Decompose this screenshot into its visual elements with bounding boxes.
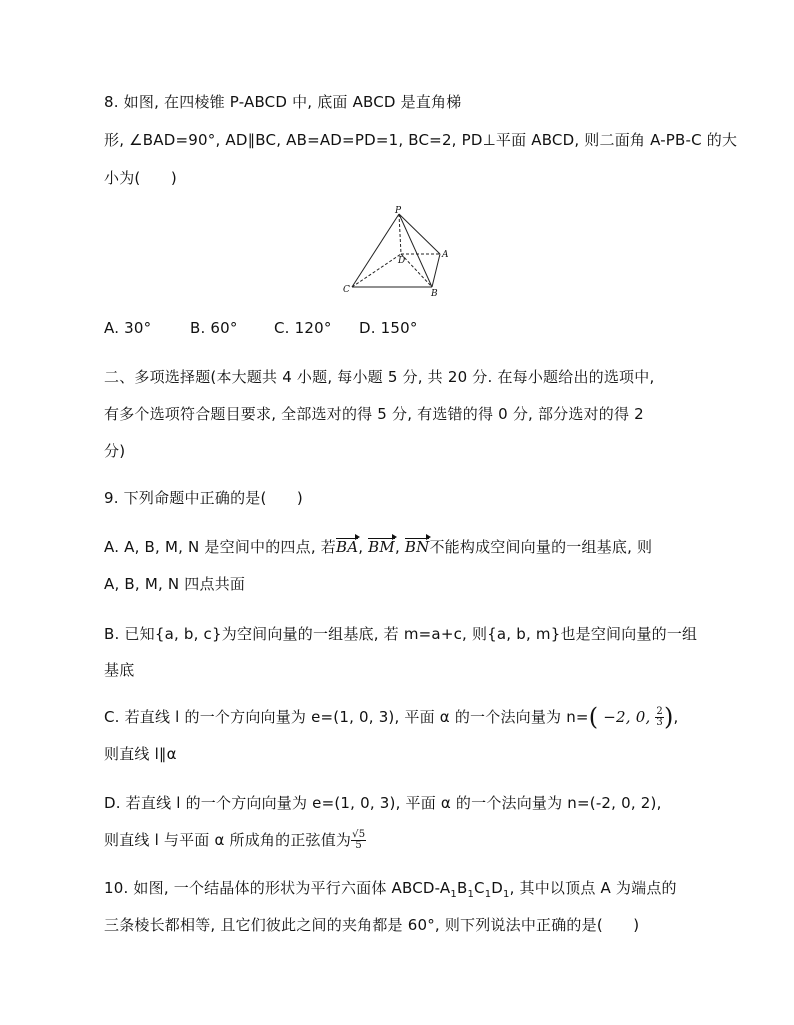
vector-BM: BM <box>368 538 395 556</box>
fraction-two-thirds: $\frac{2}{3}$ <box>656 706 663 728</box>
edge-PD <box>399 214 401 254</box>
pyramid-figure <box>340 205 460 297</box>
q9-c-pre: C. 若直线 l 的一个方向向量为 e=(1, 0, 3), 平面 α 的一个法向量为 n= <box>104 708 589 726</box>
q9-c-vector: −2, 0, <box>603 708 651 726</box>
q8-stem-line2: 形, ∠BAD=90°, AD∥BC, AB=AD=PD=1, BC=2, PD⊥平面 ABCD, 则二面角 A-PB-C 的大 <box>104 131 738 149</box>
label-P: P <box>395 206 402 216</box>
fraction-sqrt5-over-5: $\frac{√5}{5}$ <box>352 829 366 851</box>
label-C: C <box>343 285 350 295</box>
q9-a-pre: A. A, B, M, N 是空间中的四点, 若 <box>104 538 336 556</box>
section2-line2: 有多个选项符合题目要求, 全部选对的得 5 分, 有选错的得 0 分, 部分选对的得 2 <box>104 405 644 423</box>
edge-PB <box>399 214 432 287</box>
q9-option-c-line2: 则直线 l∥α <box>104 745 177 763</box>
section2-line3: 分) <box>104 442 126 460</box>
q9-a-post: 不能构成空间向量的一组基底, 则 <box>429 538 653 556</box>
q8-option-a: A. 30° <box>104 319 152 337</box>
edge-DB <box>401 254 432 287</box>
q9-stem: 9. 下列命题中正确的是( ) <box>104 489 303 507</box>
edge-PC <box>352 214 399 287</box>
q9-option-a-line2: A, B, M, N 四点共面 <box>104 575 246 593</box>
q9-d-pre: 则直线 l 与平面 α 所成角的正弦值为 <box>104 831 352 849</box>
q9-option-b-line2: 基底 <box>104 661 135 679</box>
vector-BN: BN <box>404 538 430 556</box>
q10-line1: 10. 如图, 一个结晶体的形状为平行六面体 ABCD-$A_1B_1C_1D_1$, 其中以顶点 A 为端点的 <box>104 879 677 900</box>
edge-CD <box>352 254 401 287</box>
vector-BA: BA <box>335 538 359 556</box>
q9-option-d-line1: D. 若直线 l 的一个方向向量为 e=(1, 0, 3), 平面 α 的一个法向量为 n=(-2, 0, 2), <box>104 794 662 812</box>
q9-option-d-line2 <box>104 830 366 851</box>
q9-option-c-line1: C. 若直线 l 的一个方向向量为 e=(1, 0, 3), 平面 α 的一个法向量为 n=( −2, 0, $\frac{2}{3}$ ), <box>104 703 679 731</box>
q8-stem-line1: 8. 如图, 在四棱锥 P-ABCD 中, 底面 ABCD 是直角梯 <box>104 93 462 111</box>
q8-option-d: D. 150° <box>359 319 418 337</box>
section2-line1: 二、多项选择题(本大题共 4 小题, 每小题 5 分, 共 20 分. 在每小题给出的选项中, <box>104 368 655 386</box>
edge-PA <box>399 214 440 254</box>
label-A: A <box>442 250 449 260</box>
q8-option-c: C. 120° <box>274 319 332 337</box>
q8-stem-line3: 小为( ) <box>104 169 177 187</box>
edge-BA <box>432 254 440 287</box>
q8-option-b: B. 60° <box>190 319 238 337</box>
label-B: B <box>431 289 438 297</box>
q9-option-b-line1: B. 已知{a, b, c}为空间向量的一组基底, 若 m=a+c, 则{a, b, m}也是空间向量的一组 <box>104 625 698 643</box>
label-D: D <box>398 256 406 266</box>
q10-line2: 三条棱长都相等, 且它们彼此之间的夹角都是 60°, 则下列说法中正确的是( ) <box>104 916 640 934</box>
q9-option-a-line1: A. A, B, M, N 是空间中的四点, 若BA, BM, BN不能构成空间向量的一组基底, 则 <box>104 538 653 556</box>
